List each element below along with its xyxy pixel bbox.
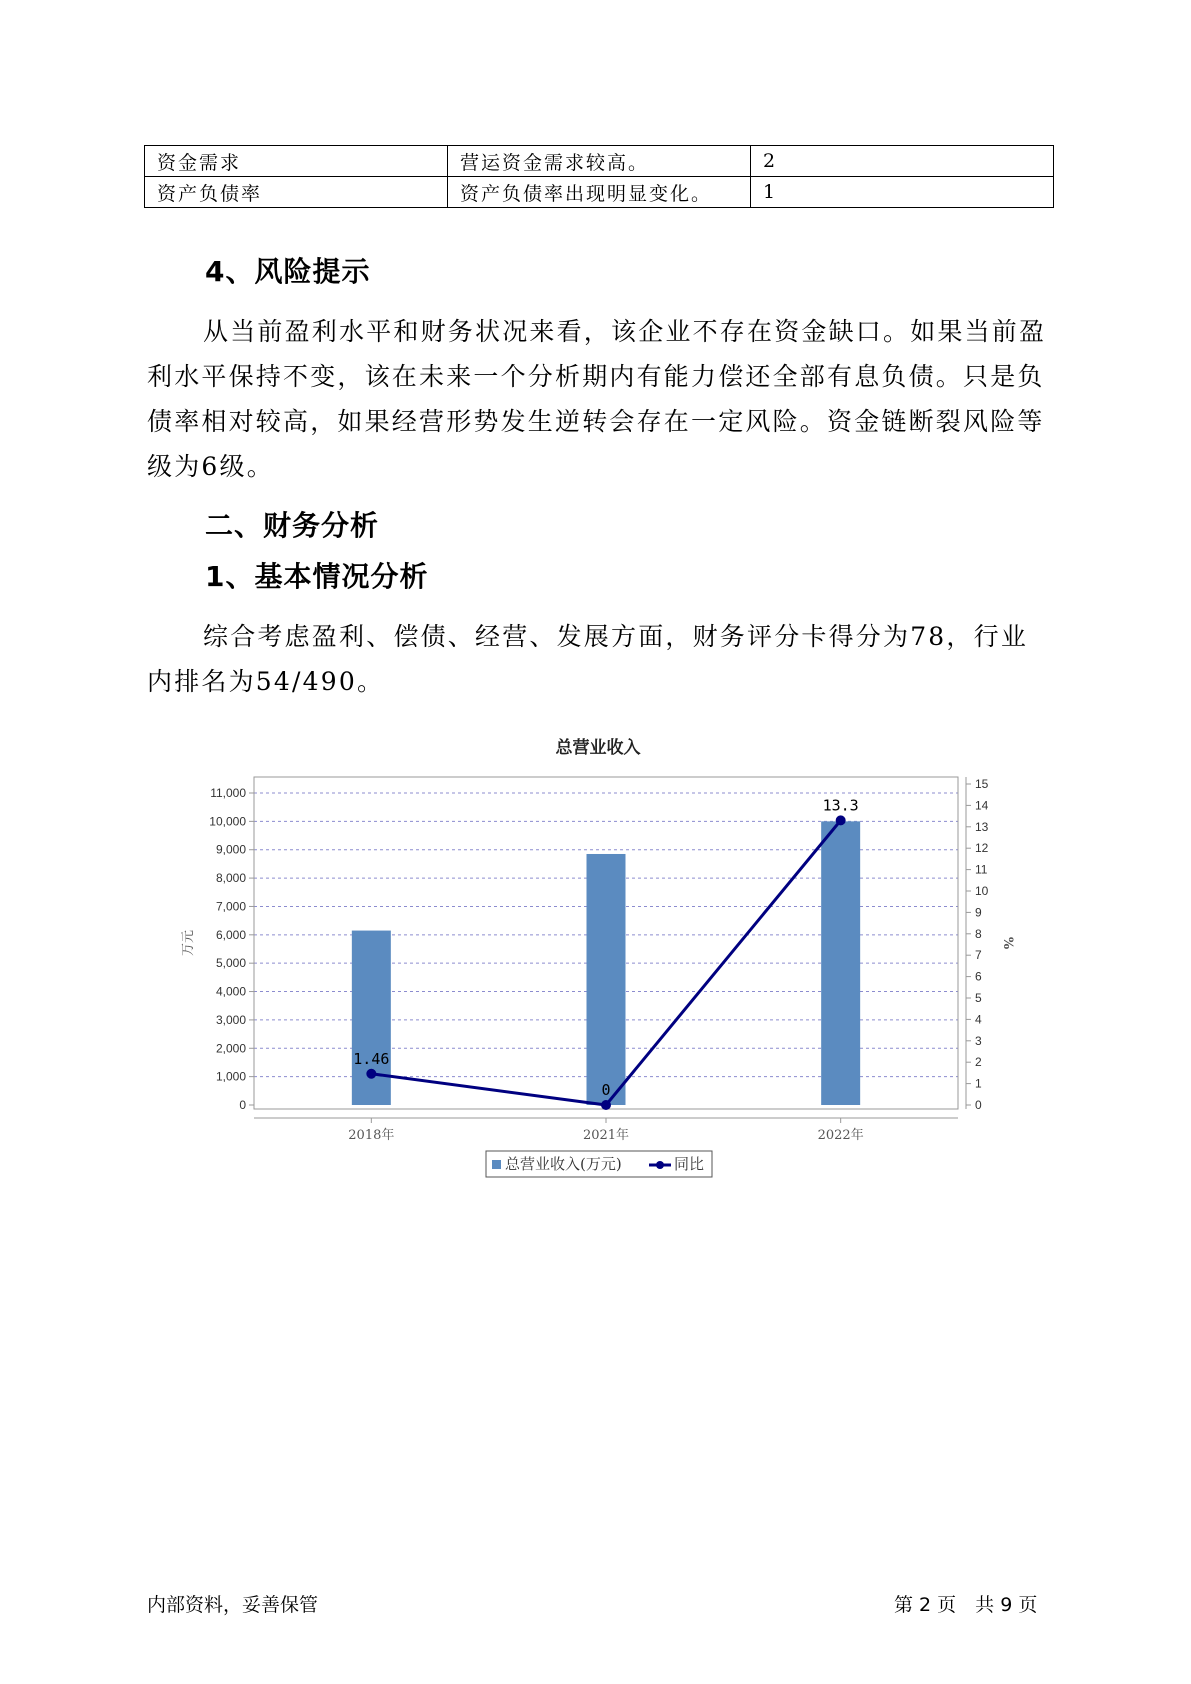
table-row — [145, 146, 1054, 177]
finance-heading: 二、财务分析 — [205, 509, 380, 542]
y-tick-label: 1,000 — [215, 1069, 246, 1084]
y-axis-label: 万元 — [181, 929, 196, 957]
basic-paragraph: 综合考虑盈利、偿债、经营、发展方面，财务评分卡得分为78，行业内排名为54/490。 — [147, 622, 1029, 696]
bar — [352, 931, 391, 1105]
chart-legend — [486, 1151, 712, 1177]
y2-tick-label: 14 — [975, 798, 989, 813]
y2-tick-label: 12 — [975, 841, 989, 856]
footer-note: 内部资料，妥善保管 — [147, 1594, 319, 1616]
table-cell: 1 — [751, 177, 1054, 208]
data-point — [366, 1069, 376, 1079]
y-tick-label: 0 — [239, 1098, 246, 1112]
table-row — [145, 177, 1054, 208]
y-tick-label: 3,000 — [215, 1012, 246, 1027]
y-tick-label: 8,000 — [215, 871, 246, 886]
bar — [587, 854, 626, 1105]
x-tick-label: 2021年 — [582, 1128, 630, 1143]
y2-tick-label: 5 — [975, 991, 982, 1005]
y2-tick-label: 9 — [975, 905, 982, 920]
y2-tick-label: 7 — [975, 948, 982, 963]
chart-title: 总营业收入 — [555, 738, 641, 758]
y-tick-label: 4,000 — [215, 984, 246, 999]
y-tick-label: 2,000 — [215, 1041, 246, 1056]
y-tick-label: 10,000 — [209, 814, 246, 829]
table-cell: 2 — [751, 146, 1054, 177]
y2-tick-label: 4 — [975, 1012, 982, 1027]
y2-tick-label: 8 — [975, 926, 982, 941]
risk-paragraph: 从当前盈利水平和财务状况来看，该企业不存在资金缺口。如果当前盈利水平保持不变，该在未来一个分析期内有能力偿还全部有息负债。只是负债率相对较高，如果经营形势发生逆转会存在一定风险。资金链断裂风险等级为6级。 — [147, 317, 1047, 481]
y2-tick-label: 3 — [975, 1033, 982, 1048]
y-axis-ticks — [209, 786, 254, 1112]
legend-line-label: 同比 — [674, 1155, 705, 1173]
y2-tick-label: 13 — [975, 819, 989, 834]
y-tick-label: 11,000 — [210, 786, 246, 800]
page-number: 第 2 页 共 9 页 — [894, 1594, 1038, 1616]
y-tick-label: 9,000 — [215, 842, 246, 857]
y2-tick-label: 1 — [975, 1076, 982, 1091]
data-label: 1.46 — [353, 1049, 390, 1068]
y2-tick-label: 11 — [975, 862, 988, 877]
legend-bar-label: 总营业收入(万元) — [505, 1155, 622, 1173]
y2-axis-ticks — [966, 777, 989, 1112]
legend-bar-swatch — [492, 1160, 501, 1169]
y-tick-label: 5,000 — [215, 956, 246, 971]
data-label: 13.3 — [822, 796, 859, 815]
data-label: 0 — [601, 1081, 611, 1099]
revenue-chart — [0, 720, 1191, 1190]
table-cell: 资产负债率 — [145, 177, 448, 208]
risk-heading: 4、风险提示 — [205, 255, 371, 288]
y2-axis-label: % — [1000, 936, 1015, 950]
y-tick-label: 6,000 — [215, 927, 246, 942]
y-tick-label: 7,000 — [215, 899, 246, 914]
table-cell: 营运资金需求较高。 — [448, 146, 751, 177]
data-point — [836, 815, 846, 825]
bar — [821, 821, 860, 1105]
table-cell: 资产负债率出现明显变化。 — [448, 177, 751, 208]
y2-tick-label: 0 — [975, 1098, 982, 1112]
y2-tick-label: 2 — [975, 1055, 982, 1070]
y2-tick-label: 10 — [975, 884, 989, 898]
x-tick-label: 2018年 — [348, 1128, 395, 1143]
y2-tick-label: 15 — [975, 777, 989, 791]
table-cell: 资金需求 — [145, 146, 448, 177]
basic-heading: 1、基本情况分析 — [205, 560, 429, 593]
y2-tick-label: 6 — [975, 969, 982, 984]
risk-table — [144, 145, 1054, 208]
x-tick-label: 2022年 — [817, 1128, 864, 1143]
x-axis-ticks — [348, 1118, 863, 1143]
legend-line-marker — [656, 1161, 664, 1169]
data-point — [601, 1100, 611, 1110]
